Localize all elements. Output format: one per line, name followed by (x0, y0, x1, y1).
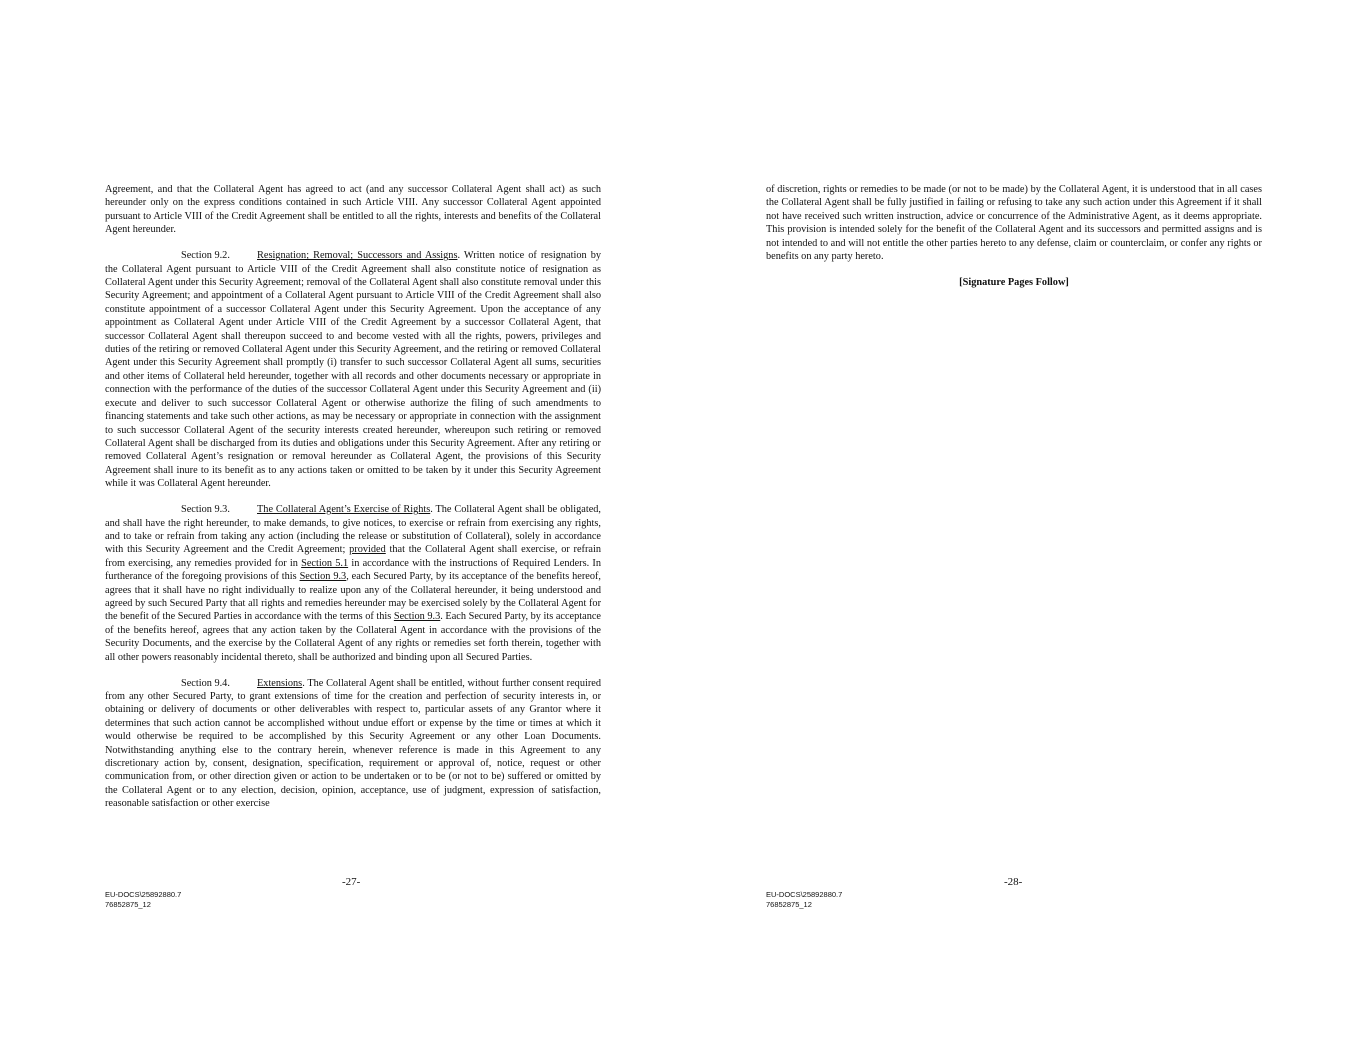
document-footer (105, 890, 181, 909)
section-9-3 (105, 503, 601, 664)
section-body: in accordance with the instructions of Required Lenders. In furtherance of the foregoing provisions of this (105, 557, 601, 583)
section-body: . The Collateral Agent shall be obligated, and shall have the right hereunder, to make demands, to give notices, to exercise or refrain from exercising any rights, and to take or refrain from taking any action (including the release or substitution of Collateral), solely in accordance with this Security Agreement and the Credit Agreement; (105, 504, 601, 556)
section-body: . The Collateral Agent shall be entitled, without further consent required from any other Secured Party, to grant extensions of time for the creation and perfection of security interests in, or obtaining or delivery of documents or other deliverables with respect to, particular assets of any Grantor where it determines that such action cannot be accomplished without undue effort or expense by the time or times at which it would otherwise be required to be accomplished by this Security Agreement or any other Loan Documents. Notwithstanding anything else to the contrary herein, whenever reference is made in this Agreement to any discretionary action by, consent, designation, specification, requirement or approval of, notice, request or other communication from, or other direction given or action to be undertaken or to be (or not to be) suffered or omitted by the Collateral Agent or to any election, decision, opinion, acceptance, use of judgment, expression of satisfaction, reasonable satisfaction or other exercise (105, 677, 601, 810)
document-footer (766, 890, 842, 909)
paragraph-continued: of discretion, rights or remedies to be made (or not to be made) by the Collateral Agent, it is understood that in all cases the Collateral Agent shall be fully justified in failing or refusing to take any such action under this Agreement if it shall not have received such written instruction, advice or concurrence of the Administrative Agent, as it deems appropriate. This provision is intended solely for the benefit of the Collateral Agent and its successors and permitted assigns and is not intended to and will not entitle the other parties hereto to any defense, claim or counterclaim, or confer any rights or benefits on any party hereto. (766, 184, 1262, 263)
section-body: . Written notice of resignation by the Collateral Agent pursuant to Article VIII of the Credit Agreement shall also constitute notice of resignation as Collateral Agent under this Security Agreement; removal of the Collateral Agent shall also constitute removal under this Security Agreement; and appointment of a Collateral Agent pursuant to Article VIII of the Credit Agreement shall also constitute appointment of a successor Collateral Agent under this Security Agreement. Upon the acceptance of any appointment as Collateral Agent under Article VIII of the Credit Agreement by a successor Collateral Agent, that successor Collateral Agent shall thereupon succeed to and become vested with all the rights, powers, privileges and duties of the retiring or removed Collateral Agent under this Security Agreement, and the retiring or removed Collateral Agent under this Security Agreement shall promptly (i) transfer to such successor Collateral Agent all sums, securities and other items of Collateral held hereunder, together with all records and other documents necessary or appropriate in connection with the performance of the duties of the successor Collateral Agent under this Security Agreement and (ii) execute and deliver to such successor Collateral Agent or otherwise authorize the filing of such amendments to financing statements and take such other actions, as may be necessary or appropriate in connection with the assignment to such successor Collateral Agent of the security interests created hereunder, whereupon such retiring or removed Collateral Agent shall be discharged from its duties and obligations under this Security Agreement. After any retiring or removed Collateral Agent’s resignation or removal hereunder as Collateral Agent, the provisions of this Security Agreement shall inure to its benefit as to any actions taken or omitted to be taken by it under this Security Agreement while it was Collateral Agent hereunder. (105, 250, 601, 490)
document-page-28 (682, 0, 1365, 1055)
section-heading: Extensions (257, 677, 303, 689)
cross-reference: Section 9.3 (393, 611, 441, 623)
cross-reference: Section 9.3 (299, 571, 347, 583)
section-heading: The Collateral Agent’s Exercise of Rights (257, 504, 431, 516)
section-body: . Each Secured Party, by its acceptance of the benefits hereof, agrees that any action taken by the Collateral Agent in accordance with the provisions of the Security Documents, and the exercise by the Collateral Agent of any rights or remedies set forth therein, together with all other powers reasonably incidental thereto, shall be authorized and binding upon all Secured Parties. (105, 611, 602, 663)
cross-reference: Section 5.1 (301, 557, 349, 569)
document-page-27 (0, 0, 682, 1055)
section-9-2 (105, 249, 601, 490)
section-number: Section 9.2. (181, 250, 230, 262)
page-number: -27- (342, 876, 361, 888)
section-9-4 (105, 677, 601, 811)
signature-pages-note: [Signature Pages Follow] (959, 277, 1069, 289)
page-body (105, 183, 601, 823)
page-number: -28- (1004, 876, 1023, 888)
section-number: Section 9.4. (181, 677, 230, 689)
paragraph-continued: Agreement, and that the Collateral Agent has agreed to act (and any successor Collateral Agent shall act) as such hereunder only on the express conditions contained in such Article VIII. Any successor Collateral Agent appointed pursuant to Article VIII of the Credit Agreement shall be entitled to all the rights, interests and benefits of the Collateral Agent hereunder. (105, 184, 601, 236)
page-body (766, 183, 1262, 289)
footer-doc-number: 76852875_12 (105, 899, 151, 909)
section-body: , each Secured Party, by its acceptance of the benefits hereof, agrees that it shall have no right individually to realize upon any of the Collateral hereunder, it being understood and agreed by such Secured Party that all rights and remedies hereunder may be exercised solely by the Collateral Agent for the benefit of the Secured Parties in accordance with the terms of this (105, 571, 601, 623)
provided-term: provided (349, 544, 386, 556)
section-heading: Resignation; Removal; Successors and Assigns (257, 250, 458, 262)
footer-doc-id: EU-DOCS\25892880.7 (766, 890, 843, 899)
footer-doc-number: 76852875_12 (766, 899, 812, 909)
section-number: Section 9.3. (181, 504, 230, 516)
footer-doc-id: EU-DOCS\25892880.7 (105, 890, 182, 899)
section-body: that the Collateral Agent shall exercise, or refrain from exercising, any remedies provided for in (105, 544, 601, 569)
